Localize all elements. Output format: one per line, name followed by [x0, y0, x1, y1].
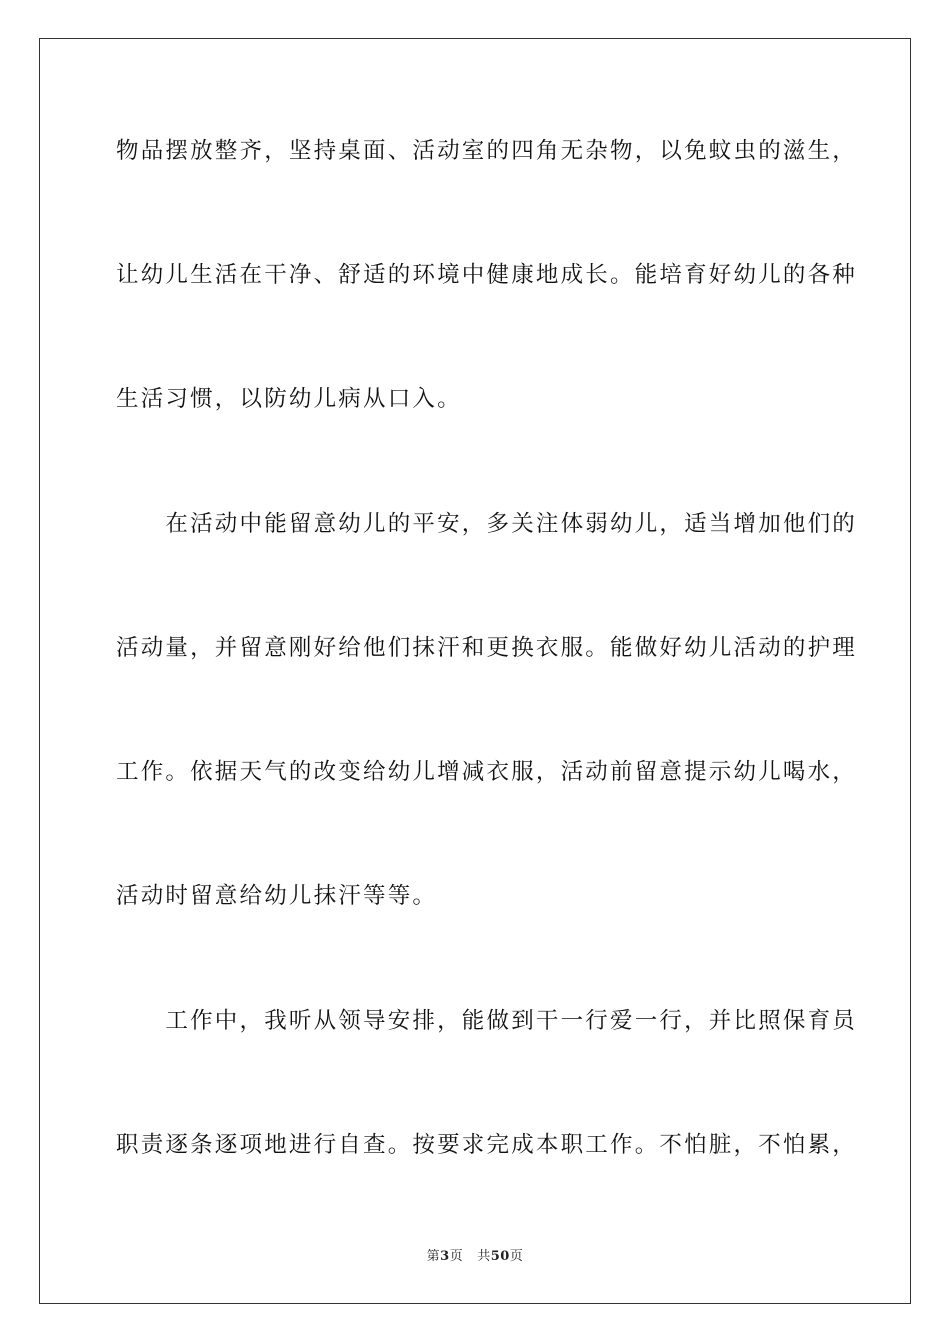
- total-pages: 50: [490, 1249, 510, 1264]
- page-suffix: 页: [449, 1249, 464, 1264]
- text-line-4: 在活动中能留意幼儿的平安，多关注体弱幼儿，适当增加他们的: [116, 511, 858, 537]
- total-prefix: 共: [477, 1249, 491, 1264]
- text-line-3: 生活习惯，以防幼儿病从口入。: [116, 386, 462, 412]
- text-line-8: 工作中，我听从领导安排，能做到干一行爱一行，并比照保育员: [116, 1008, 858, 1034]
- page-border: [39, 38, 911, 1304]
- text-line-1: 物品摆放整齐，坚持桌面、活动室的四角无杂物，以免蚊虫的滋生，: [116, 138, 858, 164]
- page-number: 3: [440, 1249, 450, 1264]
- text-line-6: 工作。依据天气的改变给幼儿增减衣服，活动前留意提示幼儿喝水，: [116, 759, 858, 785]
- text-line-5: 活动量，并留意刚好给他们抹汗和更换衣服。能做好幼儿活动的护理: [116, 635, 858, 661]
- page-prefix: 第: [426, 1249, 441, 1264]
- total-suffix: 页: [509, 1249, 524, 1264]
- page-footer: [0, 1245, 950, 1264]
- text-line-9: 职责逐条逐项地进行自查。按要求完成本职工作。不怕脏，不怕累，: [116, 1132, 858, 1158]
- text-line-2: 让幼儿生活在干净、舒适的环境中健康地成长。能培育好幼儿的各种: [116, 262, 858, 288]
- text-line-7: 活动时留意给幼儿抹汗等等。: [116, 883, 438, 909]
